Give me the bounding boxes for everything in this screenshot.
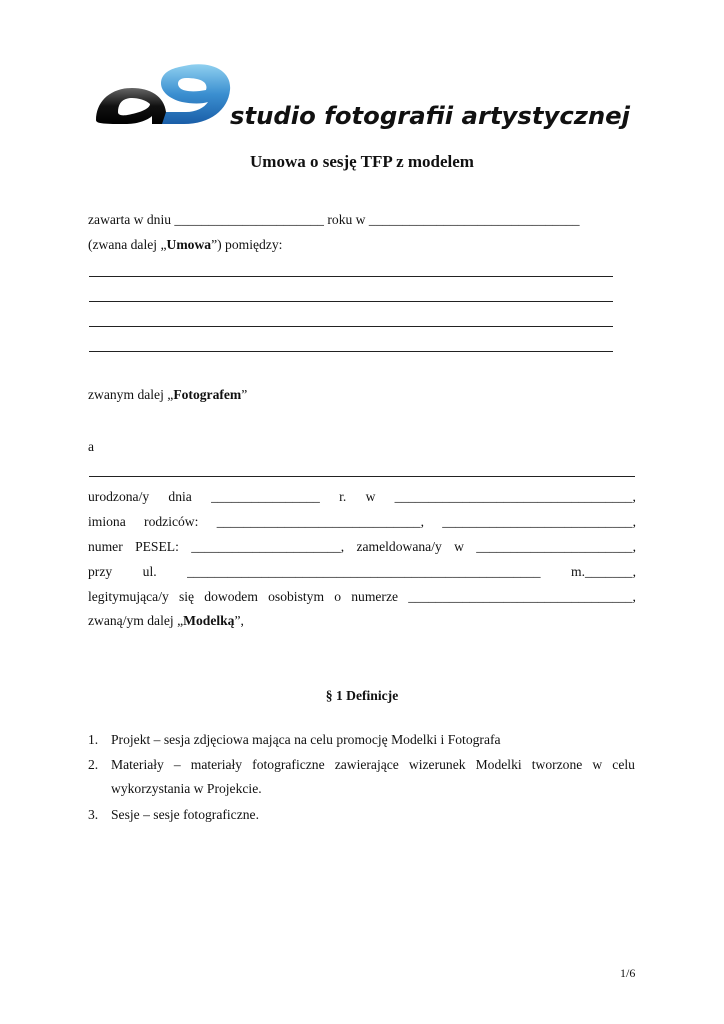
photographer-suffix: ”	[241, 387, 248, 402]
model-address-line	[88, 563, 636, 581]
word: ____________________________,	[442, 514, 636, 529]
model-birth-line	[88, 488, 636, 506]
word: legitymująca/y	[88, 589, 169, 604]
model-pesel-line	[88, 538, 636, 556]
list-number: 3.	[88, 807, 99, 822]
list-item	[0, 756, 724, 796]
photographer-line-2	[89, 301, 613, 302]
photographer-line-4	[89, 351, 613, 352]
list-text: Sesje – sesje fotograficzne.	[111, 807, 259, 822]
photographer-line-1	[89, 276, 613, 277]
photographer-line-3	[89, 326, 613, 327]
word: _______________________,	[476, 539, 636, 554]
word: w	[454, 539, 464, 554]
word: urodzona/y	[88, 489, 150, 504]
word: ul.	[142, 564, 157, 579]
word: Modelki	[475, 757, 522, 772]
word: zameldowana/y	[356, 539, 442, 554]
contract-name-suffix: ”) pomiędzy:	[211, 237, 283, 252]
studio-logo	[92, 62, 637, 132]
word: fotograficzne	[252, 757, 325, 772]
word: w	[592, 757, 603, 772]
word: się	[178, 589, 195, 604]
word: osobistym	[268, 589, 325, 604]
model-designation	[88, 612, 244, 630]
word: imiona	[88, 514, 126, 529]
word: tworzone	[531, 757, 583, 772]
section-heading: § 1 Definicje	[325, 688, 399, 703]
model-prefix: zwaną/ym dalej „	[88, 613, 184, 628]
word: r.	[339, 489, 347, 504]
contract-date-line: zawarta w dniu ______________________ roku w _______________________________	[88, 212, 580, 227]
word: ______________________________,	[216, 514, 424, 529]
word: zawierające	[334, 757, 399, 772]
word: PESEL:	[135, 539, 179, 554]
photographer-designation	[88, 386, 247, 404]
contract-name-prefix: (zwana dalej „	[88, 237, 167, 252]
list-number: 1.	[88, 732, 99, 747]
page-number: 1/6	[620, 966, 636, 980]
model-name-line	[89, 476, 635, 477]
word: o	[334, 589, 342, 604]
photographer-bold: Fotografem	[173, 387, 242, 402]
word: numerze	[351, 589, 399, 604]
word: ____________________________________________________	[187, 564, 541, 579]
model-bold: Modelką	[183, 613, 235, 628]
word: ________________	[211, 489, 320, 504]
word: –	[173, 757, 181, 772]
logo-text: studio fotografii artystycznej	[230, 102, 631, 130]
word: numer	[88, 539, 123, 554]
word: rodziców:	[144, 514, 199, 529]
word: ______________________,	[191, 539, 345, 554]
photographer-prefix: zwanym dalej „	[88, 387, 174, 402]
word: w	[365, 489, 376, 504]
contract-name-line	[88, 236, 282, 254]
document-title: Umowa o sesję TFP z modelem	[250, 152, 474, 171]
list-text-line	[111, 756, 635, 774]
model-id-line	[88, 588, 636, 606]
model-suffix: ”,	[234, 613, 244, 628]
word: Materiały	[111, 757, 164, 772]
word: wizerunek	[408, 757, 466, 772]
list-text: Projekt – sesja zdjęciowa mająca na celu promocję Modelki i Fotografa	[111, 732, 501, 747]
word: materiały	[190, 757, 243, 772]
and-word: a	[88, 439, 95, 454]
model-parents-line	[88, 513, 636, 531]
list-text-continuation: wykorzystania w Projekcie.	[111, 781, 262, 796]
word: dnia	[168, 489, 192, 504]
list-number: 2.	[88, 757, 99, 772]
word: ___________________________________,	[394, 489, 636, 504]
word: celu	[612, 757, 635, 772]
word: dowodem	[204, 589, 258, 604]
word: przy	[88, 564, 113, 579]
word: m._______,	[571, 564, 636, 579]
contract-name-bold: Umowa	[166, 237, 212, 252]
word: _________________________________,	[408, 589, 636, 604]
